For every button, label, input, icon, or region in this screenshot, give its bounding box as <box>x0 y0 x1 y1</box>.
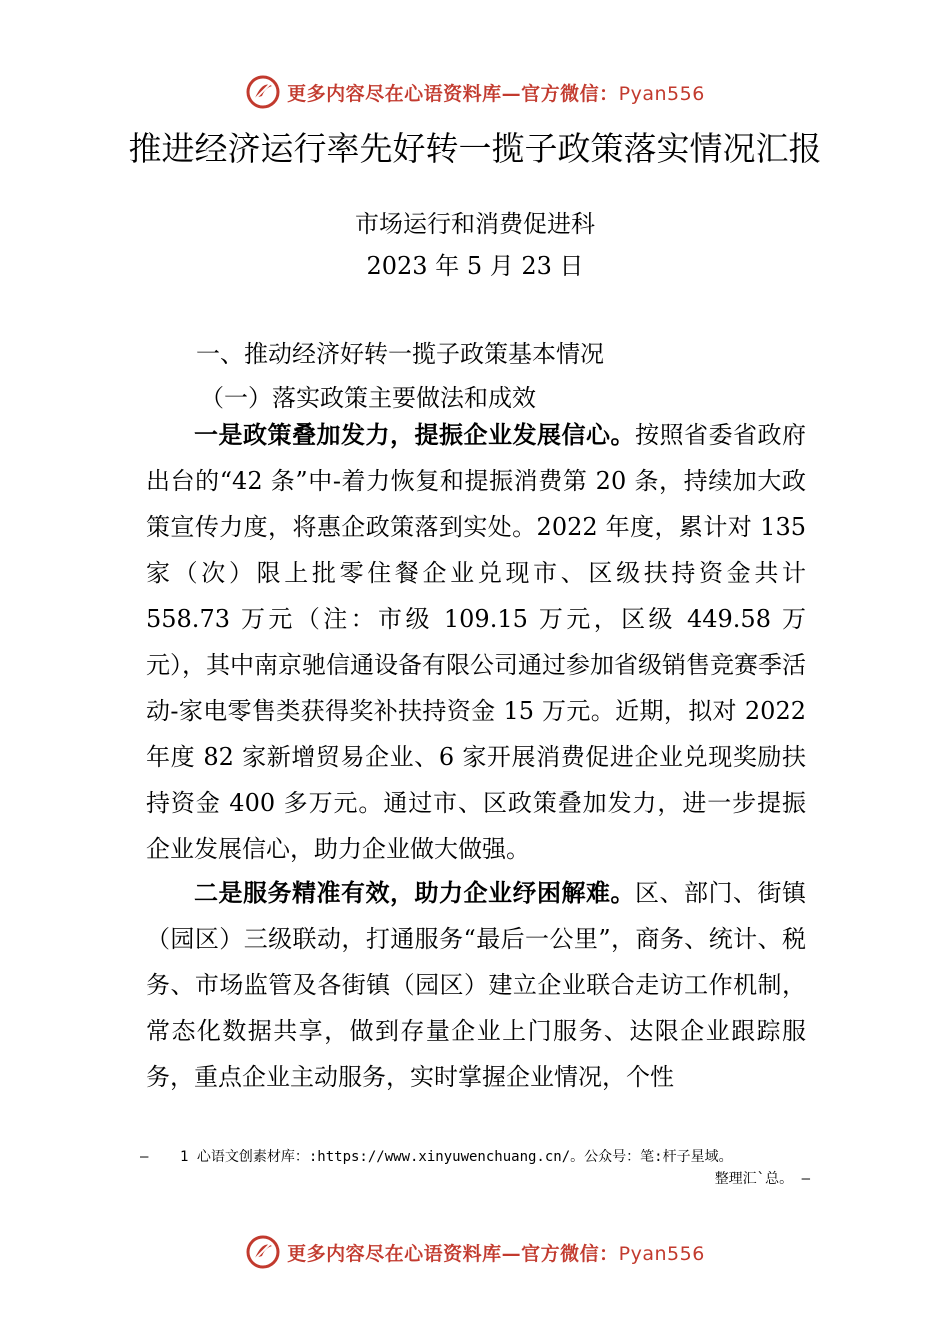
banner-wechat-id: Pyan556 <box>618 1242 705 1265</box>
banner-wechat-id: Pyan556 <box>618 82 705 105</box>
watermark-banner-bottom <box>0 1232 950 1272</box>
footnote-text: 1 心语文创素材库：:https://www.xinyuwenchuang.cn/。公众号：笔:杆子星域。 <box>180 1149 733 1165</box>
banner-text: 更多内容尽在心语资料库—官方微信： <box>287 82 619 105</box>
department-name: 市场运行和消费促进科 <box>355 210 595 238</box>
footnote-text-end: 整理汇`总。 <box>714 1171 794 1187</box>
paragraph-service <box>146 870 806 1100</box>
paragraph-body: 区、部门、街镇（园区）三级联动，打通服务“最后一公里”，商务、统计、税务、市场监管及各街镇（园区）建立企业联合走访工作机制，常态化数据共享，做到存量企业上门服务、达限企业跟踪服务，重点企业主动服务，实时掌握企业情况，个性 <box>146 879 806 1091</box>
footnote-dash: — <box>140 1149 149 1165</box>
footnote <box>140 1146 810 1190</box>
paragraph-policy <box>146 412 806 872</box>
section-heading: 一、推动经济好转一揽子政策基本情况 <box>196 340 604 368</box>
paragraph-body: 按照省委省政府出台的“42 条”中-着力恢复和提振消费第 20 条，持续加大政策宣传力度，将惠企政策落到实处。2022 年度，累计对 135 家（次）限上批零住餐企业兑现市、区级扶持资金共计 558.73 万元（注：市级 109.15 万元，区级 449.58 万元），其中南京驰信通设备有限公司通过参加省级销售竞赛季活动-家电零售类获得奖补扶持资金 15 万元。近期，拟对 2022 年度 82 家新增贸易企业、6 家开展消费促进企业兑现奖励扶持资金 400 多万元。通过市、区政策叠加发力，进一步提振企业发展信心，助力企业做大做强。 <box>146 421 806 863</box>
banner-text: 更多内容尽在心语资料库—官方微信： <box>287 1242 619 1265</box>
brand-logo-icon <box>245 74 281 110</box>
document-date: 2023 年 5 月 23 日 <box>366 252 584 280</box>
footnote-dash: — <box>801 1171 810 1187</box>
brand-logo-icon <box>245 1234 281 1270</box>
subsection-heading: （一）落实政策主要做法和成效 <box>200 384 536 412</box>
document-title: 推进经济运行率先好转一揽子政策落实情况汇报 <box>128 129 822 168</box>
paragraph-lead: 一是政策叠加发力，提振企业发展信心。 <box>194 421 635 449</box>
watermark-banner-top <box>0 72 950 112</box>
paragraph-lead: 二是服务精准有效，助力企业纾困解难。 <box>194 879 635 907</box>
